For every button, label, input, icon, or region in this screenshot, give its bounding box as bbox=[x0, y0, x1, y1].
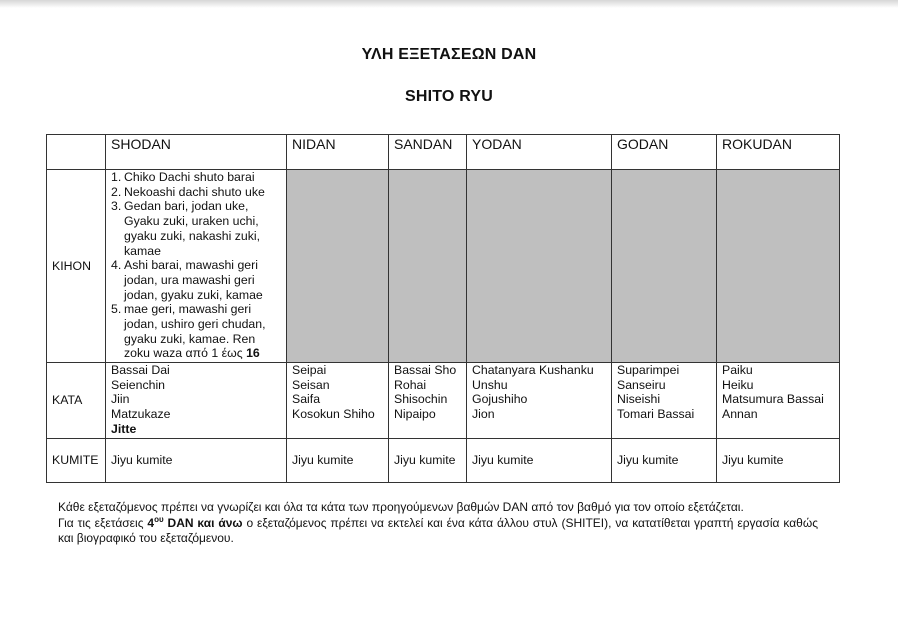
kata-item: Annan bbox=[722, 407, 758, 422]
kihon-row bbox=[47, 170, 840, 363]
kata-item: Seisan bbox=[292, 377, 330, 392]
corner-cell bbox=[47, 135, 106, 170]
kata-item: Heiku bbox=[722, 377, 754, 392]
dan-syllabus-table bbox=[46, 134, 840, 483]
kihon-nidan-empty bbox=[287, 170, 389, 363]
kata-item: Seienchin bbox=[111, 377, 166, 392]
header-yodan: YODAN bbox=[467, 135, 612, 170]
header-godan: GODAN bbox=[612, 135, 717, 170]
kata-row bbox=[47, 363, 840, 439]
kumite-sandan-cell: Jiyu kumite bbox=[389, 439, 467, 483]
kata-item: Suparimpei bbox=[617, 363, 680, 377]
kata-item: Nipaipo bbox=[394, 407, 436, 422]
header-row bbox=[47, 135, 840, 170]
kata-yodan-cell bbox=[467, 363, 612, 439]
document-subtitle: SHITO RYU bbox=[404, 88, 494, 105]
kata-item: Unshu bbox=[472, 377, 508, 392]
kata-item: Tomari Bassai bbox=[617, 407, 695, 422]
kata-item: Chatanyara Kushanku bbox=[472, 363, 594, 377]
scan-top-edge bbox=[0, 0, 898, 8]
kihon-item: 5. mae geri, mawashi geri jodan, ushiro geri chudan, gyaku zuki, kamae. Ren zoku waza από 1 έως 16 bbox=[111, 302, 266, 361]
kata-item: Jion bbox=[472, 407, 495, 422]
kata-item: Bassai Dai bbox=[111, 363, 170, 377]
header-sandan: SANDAN bbox=[389, 135, 467, 170]
kata-item: Shisochin bbox=[394, 392, 448, 407]
kihon-sandan-empty bbox=[389, 170, 467, 363]
kata-item: Rohai bbox=[394, 377, 427, 392]
kata-sandan-cell bbox=[389, 363, 467, 439]
kumite-rokudan-cell: Jiyu kumite bbox=[717, 439, 840, 483]
kumite-yodan-cell: Jiyu kumite bbox=[467, 439, 612, 483]
kata-item: Jiin bbox=[111, 392, 130, 407]
kata-item: Seipai bbox=[292, 363, 327, 377]
kata-item: Sanseiru bbox=[617, 377, 666, 392]
kata-item: Matsumura Bassai bbox=[722, 392, 824, 407]
kihon-shodan-cell bbox=[106, 170, 287, 363]
kata-item: Paiku bbox=[722, 363, 753, 377]
header-rokudan: ROKUDAN bbox=[717, 135, 840, 170]
kata-item: Matzukaze bbox=[111, 407, 171, 422]
kihon-item: 4. Ashi barai, mawashi geri jodan, ura mawashi geri jodan, gyaku zuki, kamae bbox=[111, 258, 263, 302]
kumite-godan-cell: Jiyu kumite bbox=[612, 439, 717, 483]
kumite-nidan-cell: Jiyu kumite bbox=[287, 439, 389, 483]
header-shodan: SHODAN bbox=[106, 135, 287, 170]
kihon-list bbox=[111, 170, 284, 361]
kata-item-bold: Jitte bbox=[111, 421, 137, 436]
kata-item: Saifa bbox=[292, 392, 321, 407]
kihon-yodan-empty bbox=[467, 170, 612, 363]
footnote-line-2: Για τις εξετάσεις $4^{o\upsilon}$ DAN και άνω ο εξεταζόμενος πρέπει να εκτελεί και ένα κάτα άλλου στυλ (SHITEI), να κατατίθεται γραπτή εργασία καθώς και βιογραφικό του εξεταζόμενου. bbox=[58, 514, 818, 545]
kata-item: Gojushiho bbox=[472, 392, 528, 407]
kata-nidan-cell bbox=[287, 363, 389, 439]
kihon-godan-empty bbox=[612, 170, 717, 363]
kata-shodan-cell bbox=[106, 363, 287, 439]
kihon-item: 3. Gedan bari, jodan uke, Gyaku zuki, uraken uchi, gyaku zuki, nakashi zuki, kamae bbox=[111, 199, 261, 258]
kihon-item: 1. Chiko Dachi shuto barai bbox=[111, 170, 255, 184]
kihon-rokudan-empty bbox=[717, 170, 840, 363]
kata-godan-cell bbox=[612, 363, 717, 439]
kata-item: Bassai Sho bbox=[394, 363, 457, 377]
row-label-kihon: KIHON bbox=[47, 170, 106, 363]
kata-rokudan-cell bbox=[717, 363, 840, 439]
document-title: ΥΛΗ ΕΞΕΤΑΣΕΩΝ DAN bbox=[361, 46, 537, 63]
footnote bbox=[58, 500, 818, 547]
kumite-shodan-cell: Jiyu kumite bbox=[106, 439, 287, 483]
header-nidan: NIDAN bbox=[287, 135, 389, 170]
row-label-kata: KATA bbox=[47, 363, 106, 439]
footnote-line-1: Κάθε εξεταζόμενος πρέπει να γνωρίζει και όλα τα κάτα των προηγούμενων βαθμών DAN από τον βαθμό για τον οποίο εξετάζεται. bbox=[58, 500, 744, 514]
kihon-bold-count: 16 bbox=[246, 346, 260, 361]
kata-item: Niseishi bbox=[617, 392, 661, 407]
kata-item: Kosokun Shiho bbox=[292, 407, 375, 422]
kihon-item: 2. Nekoashi dachi shuto uke bbox=[111, 184, 265, 199]
row-label-kumite: KUMITE bbox=[47, 439, 106, 483]
kumite-row bbox=[47, 439, 840, 483]
